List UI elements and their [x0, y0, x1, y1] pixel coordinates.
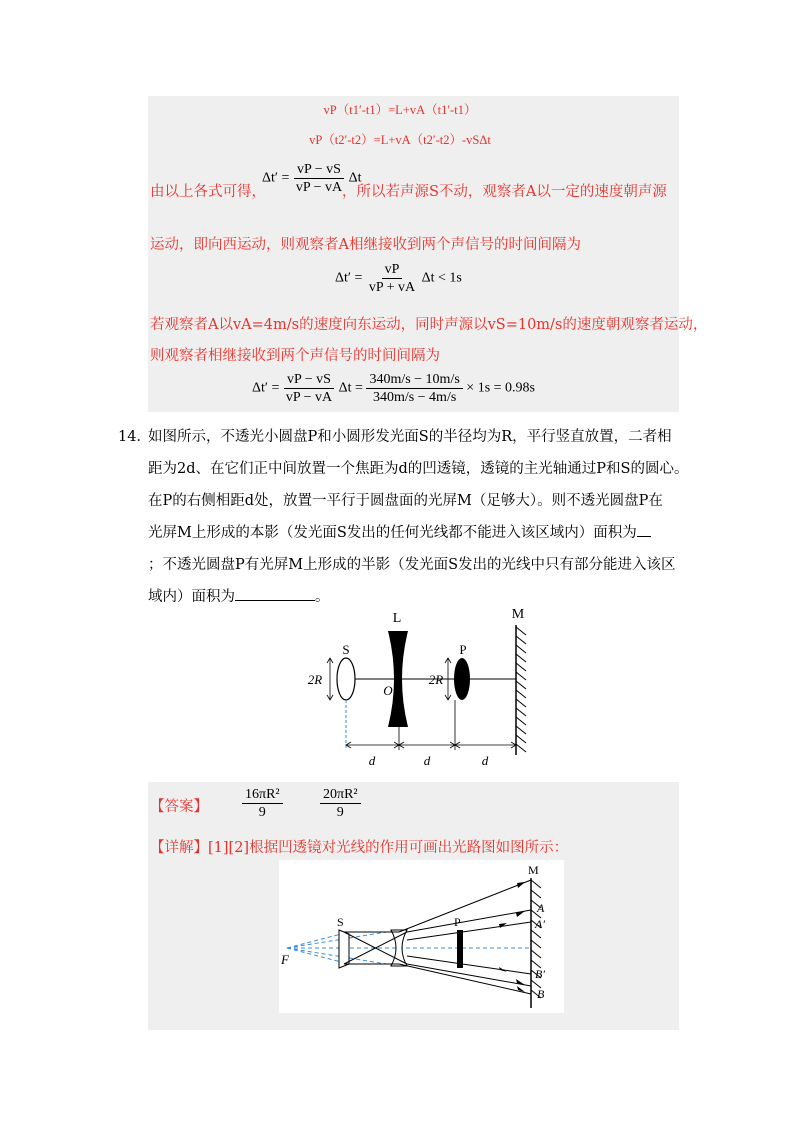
eq5-denominator-2: 340m/s − 4m/s	[372, 390, 457, 405]
answer-tag: 【答案】	[150, 799, 208, 815]
eq5-mid: Δt =	[338, 380, 363, 396]
figure-lens-setup	[296, 605, 536, 775]
eq4-lhs: Δt′ =	[335, 270, 363, 286]
label-d-1: d	[368, 753, 376, 768]
detail-line	[150, 836, 568, 857]
eq5-numerator-2: 340m/s − 10m/s	[366, 372, 462, 389]
label-b-prime: B′	[535, 967, 545, 981]
opaque-disc-p-2	[457, 930, 463, 968]
question-line-2: 距为2d、在它们正中间放置一个焦距为d的凹透镜，透镜的主光轴通过P和S的圆心。	[148, 461, 689, 477]
eq4-tail: Δt < 1s	[421, 270, 462, 286]
eq5-fraction-2	[366, 372, 462, 405]
label-m-2: M	[528, 863, 539, 877]
label-b: B	[537, 987, 545, 1001]
solution-text-1a: 由以上各式可得，	[150, 184, 266, 200]
eq5-fraction-1	[283, 372, 335, 405]
eq5-lhs: Δt′ =	[252, 380, 280, 396]
screen-m-hatching	[516, 627, 526, 752]
eq4-numerator: vP	[382, 262, 403, 279]
question-line-6-text: 域内）面积为	[148, 589, 235, 605]
eq3-denominator: vP − vA	[295, 180, 343, 195]
question-line-1: 如图所示，不透光小圆盘P和小圆形发光面S的半径均为R，平行竖直放置，二者相	[148, 429, 672, 445]
answer-1-denominator: 9	[258, 805, 266, 820]
solution-text-1c: 运动，即向西运动，则观察者A相继接收到两个声信号的时间间隔为	[150, 237, 581, 253]
answer-2	[320, 787, 361, 820]
eq4-denominator: vP + vA	[368, 280, 416, 295]
detail-text: [1][2]根据凹透镜对光线的作用可画出光路图如图所示：	[208, 840, 569, 856]
answer-blank-1[interactable]	[637, 522, 651, 537]
eq3-numerator: vP − vS	[294, 162, 344, 179]
question-line-6-end: 。	[315, 589, 330, 605]
answer-1-numerator: 16πR²	[242, 787, 283, 804]
label-d-2: d	[423, 753, 431, 768]
label-s: S	[342, 642, 350, 657]
label-2r-right: 2R	[428, 672, 444, 687]
label-a: A	[537, 901, 545, 915]
solution-text-2b: 则观察者相继接收到两个声信号的时间间隔为	[150, 348, 440, 364]
question-line-4-text: 光屏M上形成的本影（发光面S发出的任何光线都不能进入该区域内）面积为	[148, 525, 637, 541]
label-d-3: d	[481, 753, 489, 768]
eq5-denominator-1: vP − vA	[285, 390, 333, 405]
eq3-lhs: Δt′ =	[262, 170, 290, 186]
solution-text-1b: ，所以若声源S不动，观察者A以一定的速度朝声源	[342, 184, 667, 200]
answer-1-fraction	[242, 787, 283, 820]
opaque-disc-p	[454, 658, 470, 700]
question-line-3: 在P的右侧相距d处，放置一平行于圆盘面的光屏M（足够大）。则不透光圆盘P在	[148, 493, 663, 509]
answer-blank-2[interactable]	[235, 586, 315, 601]
source-s-disc	[337, 658, 355, 700]
eq4-fraction	[366, 262, 418, 295]
detail-tag: 【详解】	[150, 840, 208, 856]
answer-2-denominator: 9	[336, 805, 344, 820]
label-p: P	[459, 642, 467, 657]
label-2r-left: 2R	[307, 672, 323, 687]
question-number: 14．	[118, 429, 151, 445]
label-f: F	[281, 952, 289, 967]
solution-text-2a: 若观察者A以vA=4m/s的速度向东运动，同时声源以vS=10m/s的速度朝观察者运动，	[150, 317, 708, 333]
equation-5	[252, 372, 535, 405]
label-a-prime: A′	[535, 917, 545, 931]
label-m: M	[511, 607, 525, 622]
eq3-tail: Δt	[348, 170, 362, 186]
eq3-fraction	[293, 162, 345, 195]
answer-2-numerator: 20πR²	[320, 787, 361, 804]
answer-2-fraction	[320, 787, 361, 820]
eq5-numerator-1: vP − vS	[284, 372, 334, 389]
equation-4	[335, 262, 462, 295]
equation-1: vP（t1′-t1）=L+vA（t1′-t1）	[323, 103, 477, 117]
label-l: L	[392, 611, 402, 626]
label-o: O	[383, 683, 393, 698]
equation-2: vP（t2′-t2）=L+vA（t2′-t2）-vSΔt	[309, 133, 491, 147]
figure-ray-diagram	[279, 860, 564, 1013]
answer-1	[242, 787, 283, 820]
question-line-5: ；不透光圆盘P有光屏M上形成的半影（发光面S发出的光线中只有部分能进入该区	[148, 557, 676, 573]
question-line-6	[148, 585, 330, 606]
eq5-tail: × 1s = 0.98s	[466, 380, 535, 396]
label-p-2: P	[454, 915, 461, 929]
label-s-2: S	[337, 915, 344, 929]
question-line-4	[148, 521, 651, 542]
